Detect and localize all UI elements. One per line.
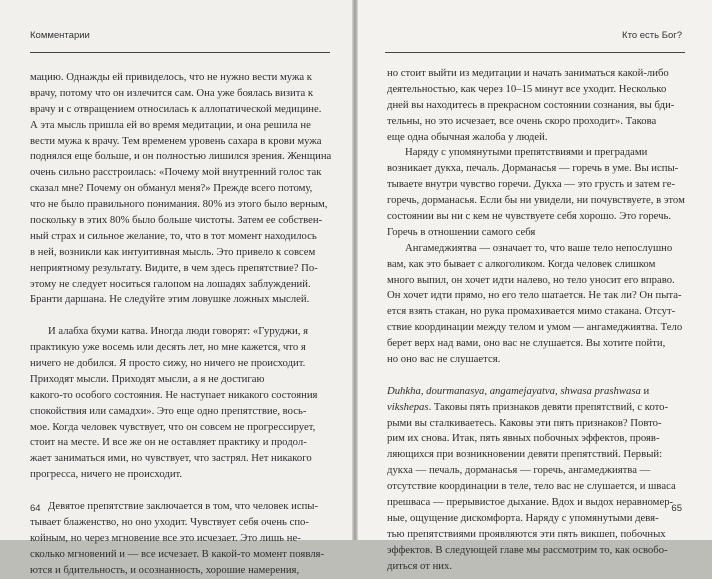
left-running-head: Комментарии <box>30 30 90 41</box>
text-line: неприятному результату. Видите, в чем здесь препятствие? По- <box>30 261 318 274</box>
text-line: Ангамеджиятва — означает то, что ваше тело непослушно <box>405 241 673 254</box>
text-line: врачу, потому что он излечится сам. Она уже боялась визита к <box>30 86 314 99</box>
text-line: возникает дукха, печаль. Дорманасья — горечь в уме. Вы испы- <box>387 162 679 175</box>
text-line: практикую уже восемь или десять лет, но мне кажется, что я <box>30 341 306 354</box>
right-running-head: Кто есть Бог? <box>622 30 682 41</box>
text-line: мацию. Однажды ей привиделось, что не нужно вести мужа к <box>30 71 312 83</box>
text-line: поднялся еще больше, и он полностью лишился зрения. Женщина <box>30 150 332 163</box>
text-line: Duhkha, dourmanasya, angamejayatva, shwasa prashwasa и <box>387 384 650 397</box>
left-body-text <box>30 70 331 579</box>
text-line: тью препятствиями проявляются эти пять викшеп, побочных <box>387 527 666 540</box>
text-line: Бранти даршана. Не следуйте этим ловушке ложных мыслей. <box>30 293 310 306</box>
text-line: рим их снова. Итак, пять явных побочных эффектов, прояв- <box>387 432 660 445</box>
text-line: И алабха бхуми катва. Иногда люди говорят: «Гуруджи, я <box>48 325 309 338</box>
text-line: ствие координации между телом и умом — ангамеджиятва. Тело <box>387 321 683 334</box>
text-line: но оно вас не слушается. <box>387 353 501 366</box>
text-line: ничего не добился. Я просто сижу, но ничего не происходит. <box>30 357 306 370</box>
text-line: в ней, возникли как интуитивная мысль. Это привело к совсем <box>30 245 316 258</box>
text-line: сколько мгновений и — все исчезает. В какой-то момент появля- <box>30 547 325 560</box>
text-line: какого-то особого состояния. Не наступает никакого состояния <box>30 388 318 401</box>
text-line: жает заниматься ими, но чувствует, что застрял. Нет никакого <box>30 452 312 465</box>
left-page-number: 64 <box>30 503 41 514</box>
text-line: что не было правильного понимания. 80% из этого было верным, <box>30 198 328 211</box>
text-line: стоит на месте. И все же он не оставляет практику и продол- <box>30 436 307 449</box>
text-line: А эта мысль пришла ей во время медитации, и она решила не <box>30 118 311 131</box>
right-page <box>358 0 712 572</box>
text-line: еще одна обычная жалоба у людей. <box>387 130 548 143</box>
text-line: отсутствие координации в теле, тело вас не слушается, и шваса <box>387 480 676 493</box>
text-line: состоянии вы ни с кем не чувствуете себя хорошо. Это горечь. <box>387 210 672 223</box>
text-line: поскольку в этих 80% было больше чистоты. Затем ее собствен- <box>30 214 323 227</box>
text-line: тываете внутри чувство горечи. Дукха — это грусть и затем ге- <box>387 178 676 191</box>
left-header-rule <box>30 52 330 53</box>
text-line: спокойствия или самадхи». Это еще одно препятствие, вось- <box>30 404 307 417</box>
text-line: этому не следует носиться галопом на лошадях заблуждений. <box>30 277 311 290</box>
text-line: ный страх и сильное желание, то, что в тот момент находилось <box>30 229 317 242</box>
text-line: тывает блаженство, но оно уходит. Чувствует себя очень спо- <box>30 515 309 528</box>
text-line: койным, но через мгновение все это исчезает. Это лишь не- <box>30 531 301 544</box>
text-line: но стоит выйти из медитации и начать заниматься какой-либо <box>387 67 669 79</box>
left-page <box>0 0 352 576</box>
text-line: горечь, дорманасья. Если бы ни увидели, ни почувствуете, в этом <box>387 194 685 207</box>
text-line: прешваса — прерывистое дыхание. Вдох и выдох неравномер- <box>387 496 674 509</box>
text-line: очень сильно расстроилась: «Почему мой внутренний голос так <box>30 166 322 179</box>
text-line: эффектов. В следующей главе мы рассмотрим то, как освобо- <box>387 543 668 556</box>
text-line: Горечь в отношении самого себя <box>387 225 536 238</box>
paragraph-gap <box>387 368 685 384</box>
text-line: деятельностью, как через 10–15 минут все уходит. Несколько <box>387 82 667 95</box>
text-line: Приходят мысли. Приходят мысли, а я не достигаю <box>30 372 265 385</box>
text-line: берет верх над вами, оно вас не слушается. Вы хотите пойти, <box>387 337 666 350</box>
text-line: Девятое препятствие заключается в том, что человек испы- <box>48 500 319 513</box>
text-line: Наряду с упомянутыми препятствиями и преградами <box>405 146 648 159</box>
right-page-number: 65 <box>671 503 682 514</box>
paragraph-gap <box>30 308 331 324</box>
text-line: ляющихся при возникновении девяти препятствий. Первый: <box>387 448 663 461</box>
text-line: много выпил, он хочет идти налево, но тело уносит его вправо. <box>387 273 675 286</box>
text-line: ется взять стакан, но рука промахивается мимо стакана. Отсут- <box>387 305 676 318</box>
text-line: вести мужа к врачу. Тем временем уровень сахара в крови мужа <box>30 134 322 147</box>
paragraph-gap <box>30 483 331 499</box>
text-line: тельны, но это исчезает, все очень скоро проходит». Такова <box>387 114 657 127</box>
right-header-rule <box>385 52 685 53</box>
text-line: вам, как это бывает с алкоголиком. Когда человек слишком <box>387 257 656 270</box>
text-line: рыми вы сталкиваетесь. Каковы эти пять признаков? Повто- <box>387 416 662 429</box>
right-body-text <box>387 66 685 575</box>
text-line: мое. Когда человек чувствует, что он совсем не прогрессирует, <box>30 420 316 433</box>
text-line: ные, ощущение дискомфорта. Наряду с упомянутыми девя- <box>387 511 659 524</box>
text-line: диться от них. <box>387 559 453 572</box>
text-line: сказал мне? Почему он обманул меня?» Прежде всего потому, <box>30 182 313 195</box>
text-line: ются и бдительность, и осознанность, хорошие намерения, <box>30 563 300 576</box>
text-line: дукха — печаль, дорманасья — горечь, ангамеджиятва — <box>387 464 651 477</box>
text-line: врачу и с отвращением относилась к аллопатической медицине. <box>30 102 322 115</box>
text-line: дней вы находитесь в прекрасном состоянии сознания, вы бди- <box>387 98 675 111</box>
text-line: Он хочет идти прямо, но его тело шатается. Не так ли? Он пыта- <box>387 289 682 302</box>
text-line: прогресса, ничего не происходит. <box>30 468 183 481</box>
text-line: vikshepas. Таковы пять признаков девяти препятствий, с кото- <box>387 400 669 413</box>
